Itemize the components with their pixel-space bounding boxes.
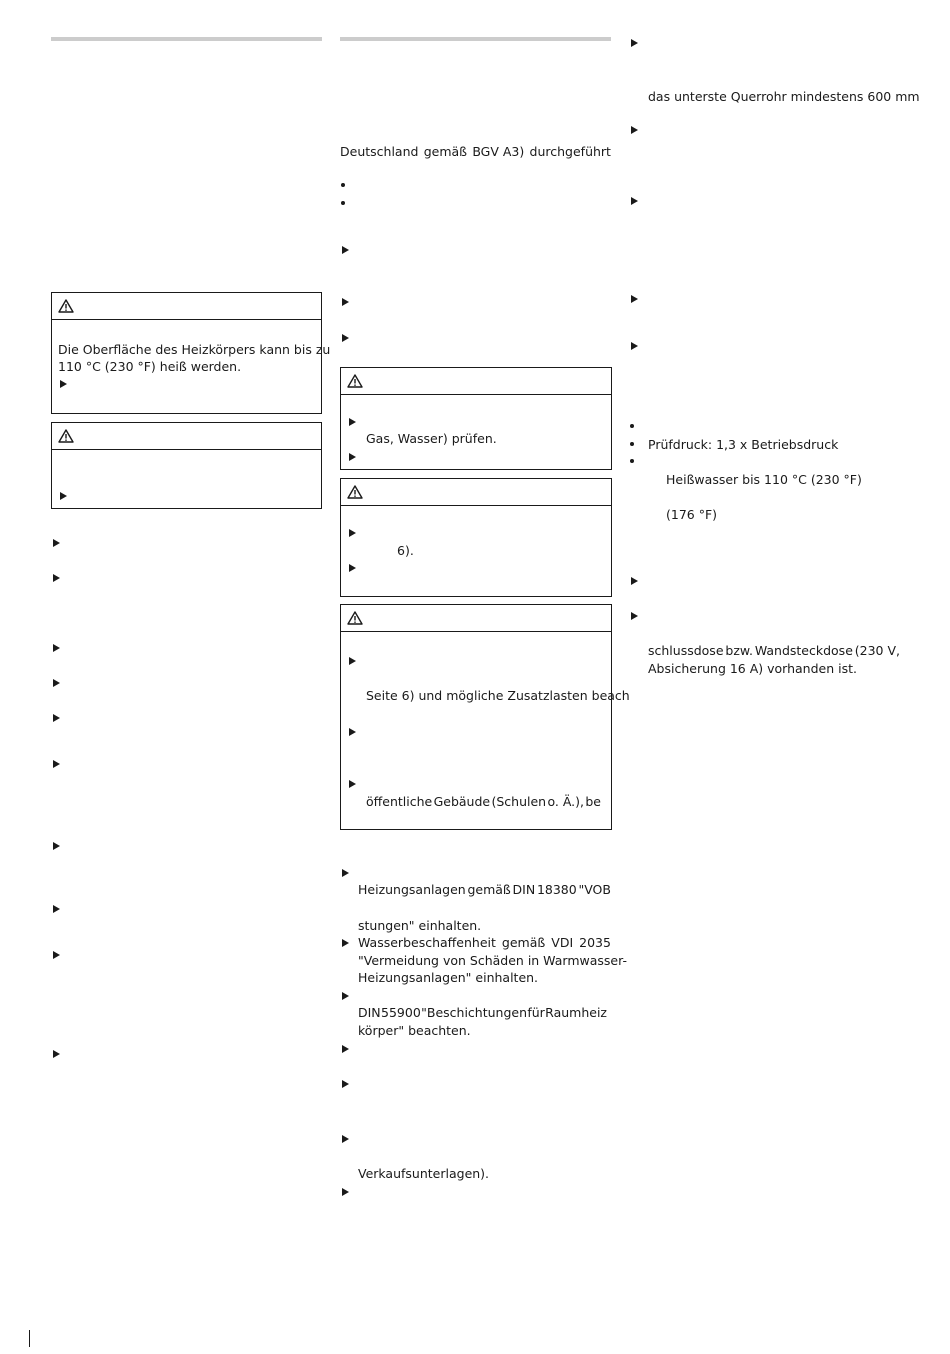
bullet-arrow-icon — [631, 342, 638, 350]
bullet-arrow-icon — [342, 939, 349, 947]
column1-top-rule — [51, 37, 322, 41]
text-vdi-line1: Wasserbeschaffenheit gemäß VDI 2035 — [358, 935, 611, 950]
bullet-arrow-icon — [60, 380, 67, 388]
warning-box-load — [340, 604, 630, 830]
warning-box-water — [340, 367, 612, 470]
bullet-arrow-icon — [53, 842, 60, 850]
footer-rule — [29, 1330, 30, 1347]
warning-box-header — [341, 479, 611, 506]
bullet-arrow-icon — [342, 869, 349, 877]
warning-load-line1: Seite 6) und mögliche Zusatzlasten beach — [366, 688, 630, 703]
bullet-arrow-icon — [342, 246, 349, 254]
text-heisswasser: Heißwasser bis 110 °C (230 °F) — [666, 472, 862, 487]
bullet-dot — [630, 459, 634, 463]
bullet-arrow-icon — [53, 644, 60, 652]
bullet-arrow-icon — [53, 951, 60, 959]
text-din55900-line1: DIN 55900 "Beschichtungen für Raumheiz — [358, 1005, 607, 1020]
bullet-arrow-icon — [53, 1050, 60, 1058]
warning-box-header — [52, 293, 321, 320]
warning-box-reference — [340, 478, 612, 597]
text-verkauf-line: Verkaufsunterlagen). — [358, 1166, 490, 1181]
bullet-arrow-icon — [349, 418, 356, 426]
warning-box-header — [341, 605, 611, 632]
bullet-arrow-icon — [342, 1080, 349, 1088]
text-querrohr-line: das unterste Querrohr mindestens 600 mm — [648, 89, 920, 104]
bullet-dot — [630, 442, 634, 446]
text-dose-line2: Absicherung 16 A) vorhanden ist. — [648, 661, 857, 676]
text-stungen-line: stungen" einhalten. — [358, 918, 482, 933]
bullet-arrow-icon — [53, 574, 60, 582]
bullet-arrow-icon — [342, 992, 349, 1000]
warning-reference-line1: 6). — [397, 543, 414, 558]
bullet-dot — [630, 424, 634, 428]
column2-top-rule — [340, 37, 611, 41]
warning-water-line1: Gas, Wasser) prüfen. — [366, 431, 497, 446]
warning-load-line2: öffentliche Gebäude (Schulen o. Ä.), be — [366, 794, 601, 809]
bullet-arrow-icon — [53, 539, 60, 547]
text-din18380-line: Heizungsanlagen gemäß DIN 18380 "VOB — [358, 882, 611, 897]
bullet-arrow-icon — [631, 39, 638, 47]
text-din55900-line2: körper" beachten. — [358, 1023, 471, 1038]
text-pruefdruck: Prüfdruck: 1,3 x Betriebsdruck — [648, 437, 839, 452]
bullet-arrow-icon — [631, 295, 638, 303]
warning-icon — [58, 299, 74, 313]
bullet-dot — [341, 183, 345, 187]
warning-box-surface — [51, 292, 331, 414]
warning-box-header — [341, 368, 611, 395]
bullet-arrow-icon — [342, 334, 349, 342]
bullet-arrow-icon — [349, 657, 356, 665]
warning-icon — [347, 374, 363, 388]
bullet-arrow-icon — [631, 197, 638, 205]
text-temp-176: (176 °F) — [666, 507, 718, 522]
warning-box-header — [52, 423, 321, 450]
warning-surface-line1: Die Oberfläche des Heizkörpers kann bis zu — [58, 342, 331, 357]
bullet-arrow-icon — [349, 780, 356, 788]
bullet-arrow-icon — [342, 1188, 349, 1196]
bullet-arrow-icon — [349, 728, 356, 736]
warning-icon — [58, 429, 74, 443]
warning-surface-line2: 110 °C (230 °F) heiß werden. — [58, 359, 242, 374]
bullet-arrow-icon — [53, 760, 60, 768]
bullet-arrow-icon — [631, 126, 638, 134]
warning-icon — [347, 611, 363, 625]
text-vdi-line3: Heizungsanlagen" einhalten. — [358, 970, 539, 985]
bullet-arrow-icon — [60, 492, 67, 500]
bullet-arrow-icon — [631, 577, 638, 585]
warning-box-second — [51, 422, 322, 509]
text-vdi-line2: "Vermeidung von Schäden in Warmwasser- — [358, 953, 627, 968]
text-dose-line1: schlussdose bzw. Wandsteckdose (230 V, — [648, 643, 900, 658]
bullet-arrow-icon — [342, 1135, 349, 1143]
bullet-arrow-icon — [342, 298, 349, 306]
bullet-arrow-icon — [349, 564, 356, 572]
bullet-arrow-icon — [631, 612, 638, 620]
bullet-arrow-icon — [349, 453, 356, 461]
bullet-arrow-icon — [342, 1045, 349, 1053]
bullet-arrow-icon — [53, 905, 60, 913]
bullet-arrow-icon — [53, 714, 60, 722]
bullet-arrow-icon — [349, 529, 356, 537]
warning-icon — [347, 485, 363, 499]
bullet-dot — [341, 201, 345, 205]
text-deutschland-line: Deutschland gemäß BGV A3) durchgeführt — [340, 144, 611, 159]
bullet-arrow-icon — [53, 679, 60, 687]
